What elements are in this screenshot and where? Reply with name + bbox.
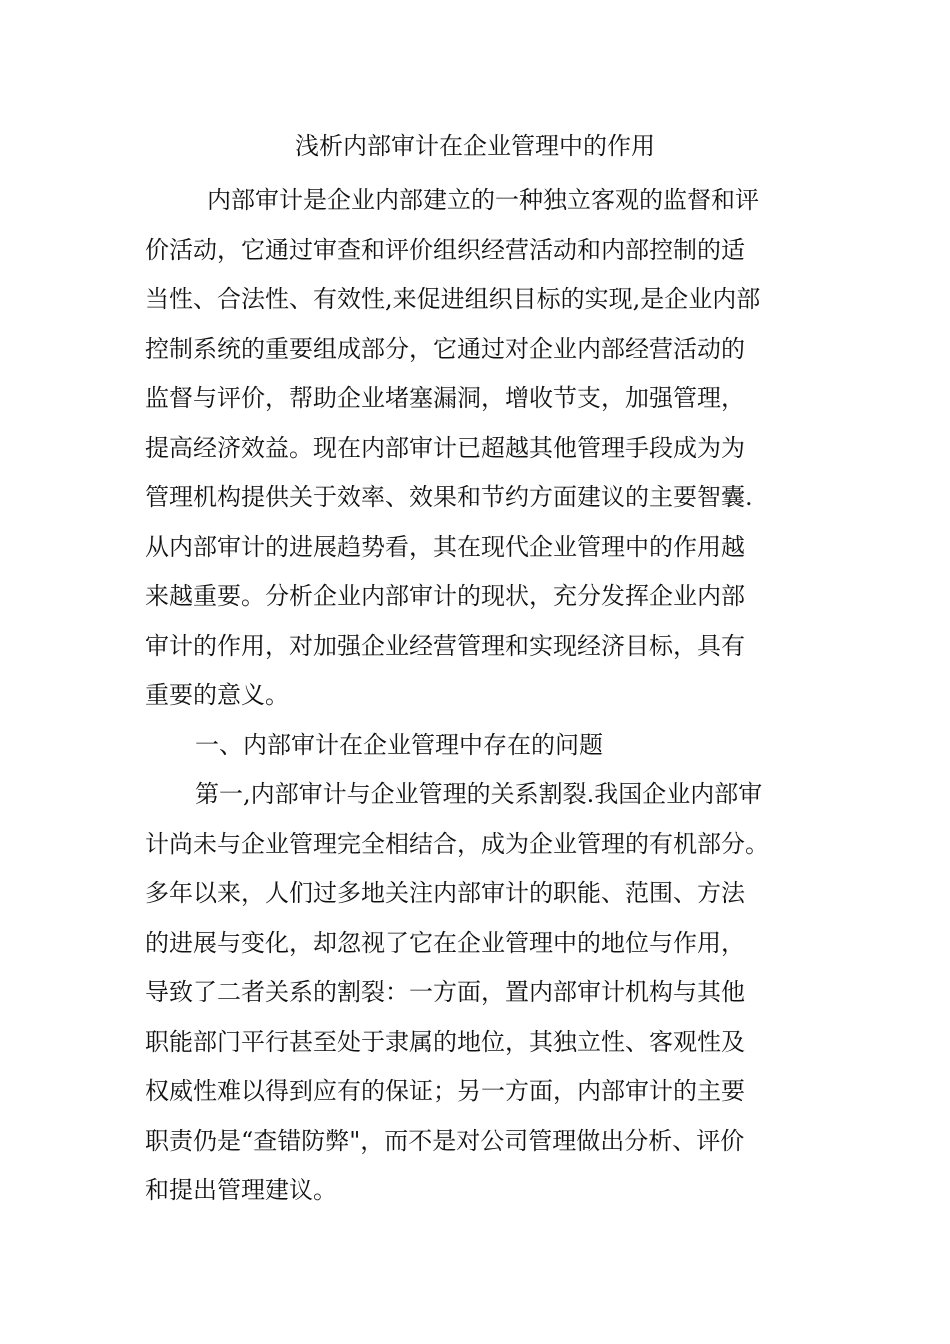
paragraph-line: 职责仍是“查错防弊"，而不是对公司管理做出分析、评价	[145, 1126, 745, 1155]
paragraph-line: 控制系统的重要组成部分，它通过对企业内部经营活动的	[145, 334, 745, 363]
paragraph-line: 监督与评价，帮助企业堵塞漏洞，增收节支，加强管理，	[145, 384, 745, 412]
document-title: 浅析内部审计在企业管理中的作用	[295, 132, 655, 160]
paragraph-line: 的进展与变化，却忽视了它在企业管理中的地位与作用，	[145, 928, 745, 957]
paragraph-line: 提高经济效益。现在内部审计已超越其他管理手段成为为	[145, 433, 745, 462]
paragraph-line: 职能部门平行甚至处于隶属的地位，其独立性、客观性及	[145, 1027, 745, 1056]
paragraph-line: 管理机构提供关于效率、效果和节约方面建议的主要智囊.	[145, 483, 753, 511]
section-heading: 一、内部审计在企业管理中存在的问题	[195, 730, 603, 759]
paragraph-line: 内部审计是企业内部建立的一种独立客观的监督和评	[207, 186, 759, 214]
paragraph-line: 审计的作用，对加强企业经营管理和实现经济目标，具有	[145, 631, 745, 660]
paragraph-line: 从内部审计的进展趋势看，其在现代企业管理中的作用越	[145, 532, 745, 561]
paragraph-line: 和提出管理建议。	[145, 1176, 337, 1204]
paragraph-line: 重要的意义。	[145, 681, 289, 709]
paragraph-line: 价活动，它通过审查和评价组织经营活动和内部控制的适	[145, 235, 745, 264]
paragraph-line: 第一,内部审计与企业管理的关系割裂.我国企业内部审	[195, 780, 763, 808]
paragraph-line: 当性、合法性、有效性,来促进组织目标的实现,是企业内部	[145, 285, 761, 313]
paragraph-line: 导致了二者关系的割裂：一方面，置内部审计机构与其他	[145, 978, 745, 1006]
paragraph-line: 来越重要。分析企业内部审计的现状，充分发挥企业内部	[145, 582, 745, 610]
document-body	[145, 176, 805, 1216]
paragraph-line: 权威性难以得到应有的保证；另一方面，内部审计的主要	[145, 1077, 745, 1105]
paragraph-line: 计尚未与企业管理完全相结合，成为企业管理的有机部分。	[145, 829, 769, 858]
paragraph-line: 多年以来，人们过多地关注内部审计的职能、范围、方法	[145, 879, 745, 907]
